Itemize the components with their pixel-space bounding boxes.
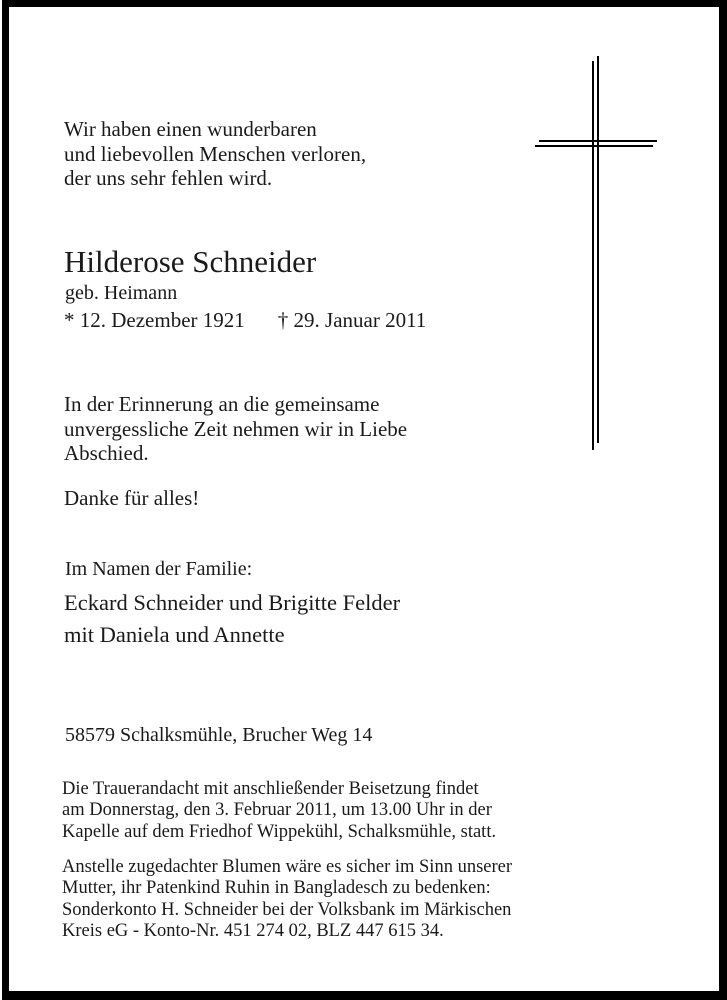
address-text: 58579 Schalksmühle, Brucher Weg 14: [65, 724, 373, 746]
cross-horizontal-bar: [535, 145, 653, 147]
birth-date: * 12. Dezember 1921: [64, 308, 245, 332]
thanks-text: Danke für alles!: [64, 486, 200, 510]
intro-line: der uns sehr fehlen wird.: [64, 166, 273, 190]
family-names: [64, 587, 400, 651]
family-name-line: mit Daniela und Annette: [64, 622, 285, 647]
intro-line: Wir haben einen wunderbaren: [64, 117, 317, 141]
intro-text: [64, 117, 366, 191]
remembrance-line: In der Erinnerung an die gemeinsame: [64, 392, 380, 416]
donation-line: Mutter, ihr Patenkind Ruhin in Bangladesch zu bedenken:: [62, 878, 491, 899]
remembrance-line: unvergessliche Zeit nehmen wir in Liebe: [64, 416, 408, 441]
cross-vertical-bar: [592, 61, 594, 450]
donation-line: Anstelle zugedachter Blumen wäre es sicher im Sinn unserer: [62, 857, 513, 877]
remembrance-text: [64, 392, 407, 466]
cross-horizontal-bar: [539, 140, 657, 142]
family-intro-text: Im Namen der Familie:: [65, 558, 253, 580]
family-name-line: Eckard Schneider und Brigitte Felder: [64, 590, 401, 615]
service-line: am Donnerstag, den 3. Februar 2011, um 13.00 Uhr in der: [62, 800, 492, 821]
service-line: Die Trauerandacht mit anschließender Beisetzung findet: [62, 779, 479, 799]
deceased-name: Hilderose Schneider: [64, 244, 317, 279]
death-date: † 29. Januar 2011: [277, 308, 427, 332]
service-line: Kapelle auf dem Friedhof Wippekühl, Schalksmühle, statt.: [62, 821, 497, 842]
donation-line: Kreis eG - Konto-Nr. 451 274 02, BLZ 447 615 34.: [62, 921, 444, 942]
donation-line: Sonderkonto H. Schneider bei der Volksbank im Märkischen: [62, 899, 512, 920]
life-dates: [64, 308, 426, 332]
cross-vertical-bar: [597, 56, 599, 443]
remembrance-line: Abschied.: [64, 441, 149, 465]
intro-line: und liebevollen Menschen verloren,: [64, 141, 367, 166]
funeral-service-text: [62, 779, 496, 843]
maiden-name: geb. Heimann: [65, 282, 178, 304]
donation-text: [62, 857, 512, 943]
